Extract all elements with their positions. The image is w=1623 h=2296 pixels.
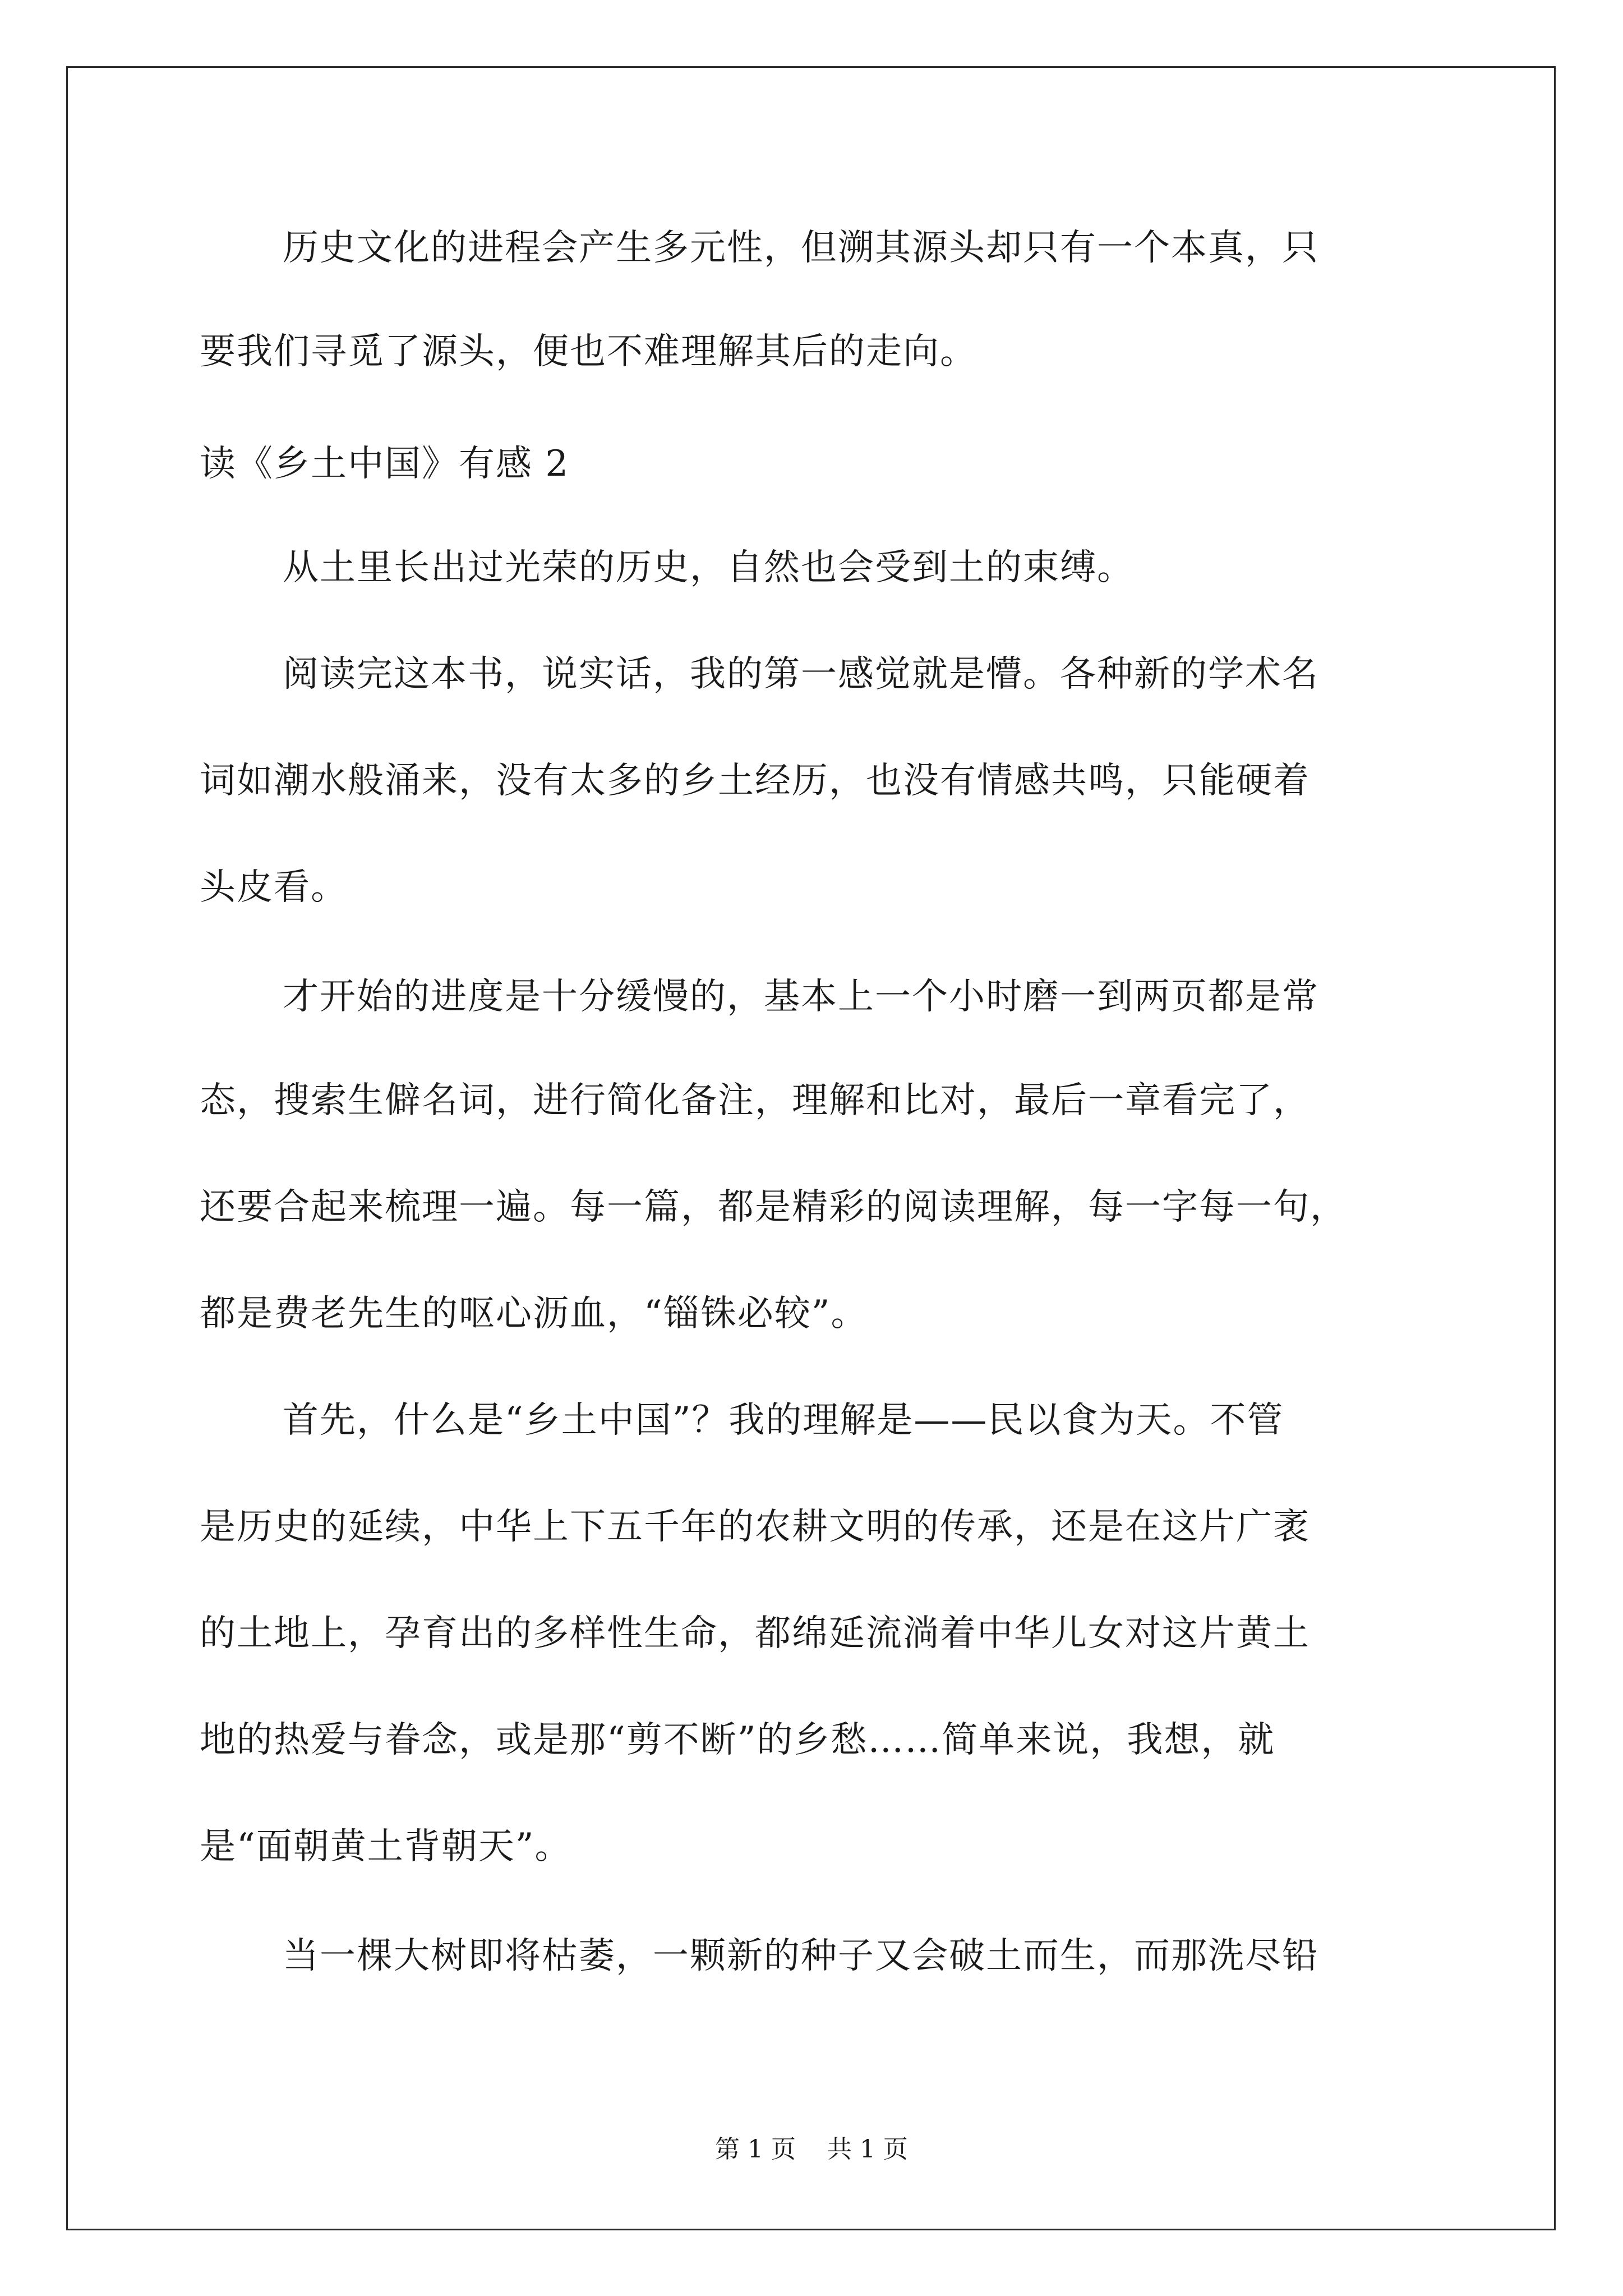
paragraph-line: 头皮看。 — [200, 867, 348, 908]
paragraph-line: 地的热爱与眷念，或是那“剪不断”的乡愁……简单来说，我想，就 — [200, 1719, 1275, 1761]
paragraph-line: 词如潮水般涌来，没有太多的乡土经历，也没有情感共鸣，只能硬着 — [200, 760, 1310, 802]
paragraph-line: 还要合起来梳理一遍。每一篇，都是精彩的阅读理解，每一字每一句， — [200, 1186, 1347, 1228]
page-border — [66, 66, 1556, 2230]
paragraph-line: 当一棵大树即将枯萎，一颗新的种子又会破土而生，而那洗尽铅 — [283, 1935, 1319, 1977]
paragraph-line: 都是费老先生的呕心沥血，“锱铢必较”。 — [200, 1293, 868, 1335]
paragraph-line: 阅读完这本书，说实话，我的第一感觉就是懵。各种新的学术名 — [283, 654, 1319, 695]
page-footer: 第 1 页 共 1 页 — [715, 2135, 908, 2164]
paragraph-line: 从土里长出过光荣的历史，自然也会受到土的束缚。 — [283, 547, 1134, 588]
paragraph-line: 的土地上，孕育出的多样性生命，都绵延流淌着中华儿女对这片黄土 — [200, 1613, 1310, 1654]
paragraph-line: 历史文化的进程会产生多元性，但溯其源头却只有一个本真，只 — [283, 227, 1319, 269]
paragraph-line: 才开始的进度是十分缓慢的，基本上一个小时磨一到两页都是常 — [283, 976, 1319, 1018]
paragraph-line: 是“面朝黄土背朝天”。 — [200, 1826, 572, 1867]
section-heading: 读《乡土中国》有感 2 — [200, 443, 570, 485]
paragraph-line: 要我们寻觅了源头，便也不难理解其后的走向。 — [200, 331, 977, 372]
paragraph-line: 首先，什么是“乡土中国”？我的理解是——民以食为天。不管 — [283, 1400, 1284, 1441]
paragraph-line: 是历史的延续，中华上下五千年的农耕文明的传承，还是在这片广袤 — [200, 1506, 1310, 1548]
paragraph-line: 态，搜索生僻名词，进行简化备注，理解和比对，最后一章看完了， — [200, 1080, 1310, 1121]
